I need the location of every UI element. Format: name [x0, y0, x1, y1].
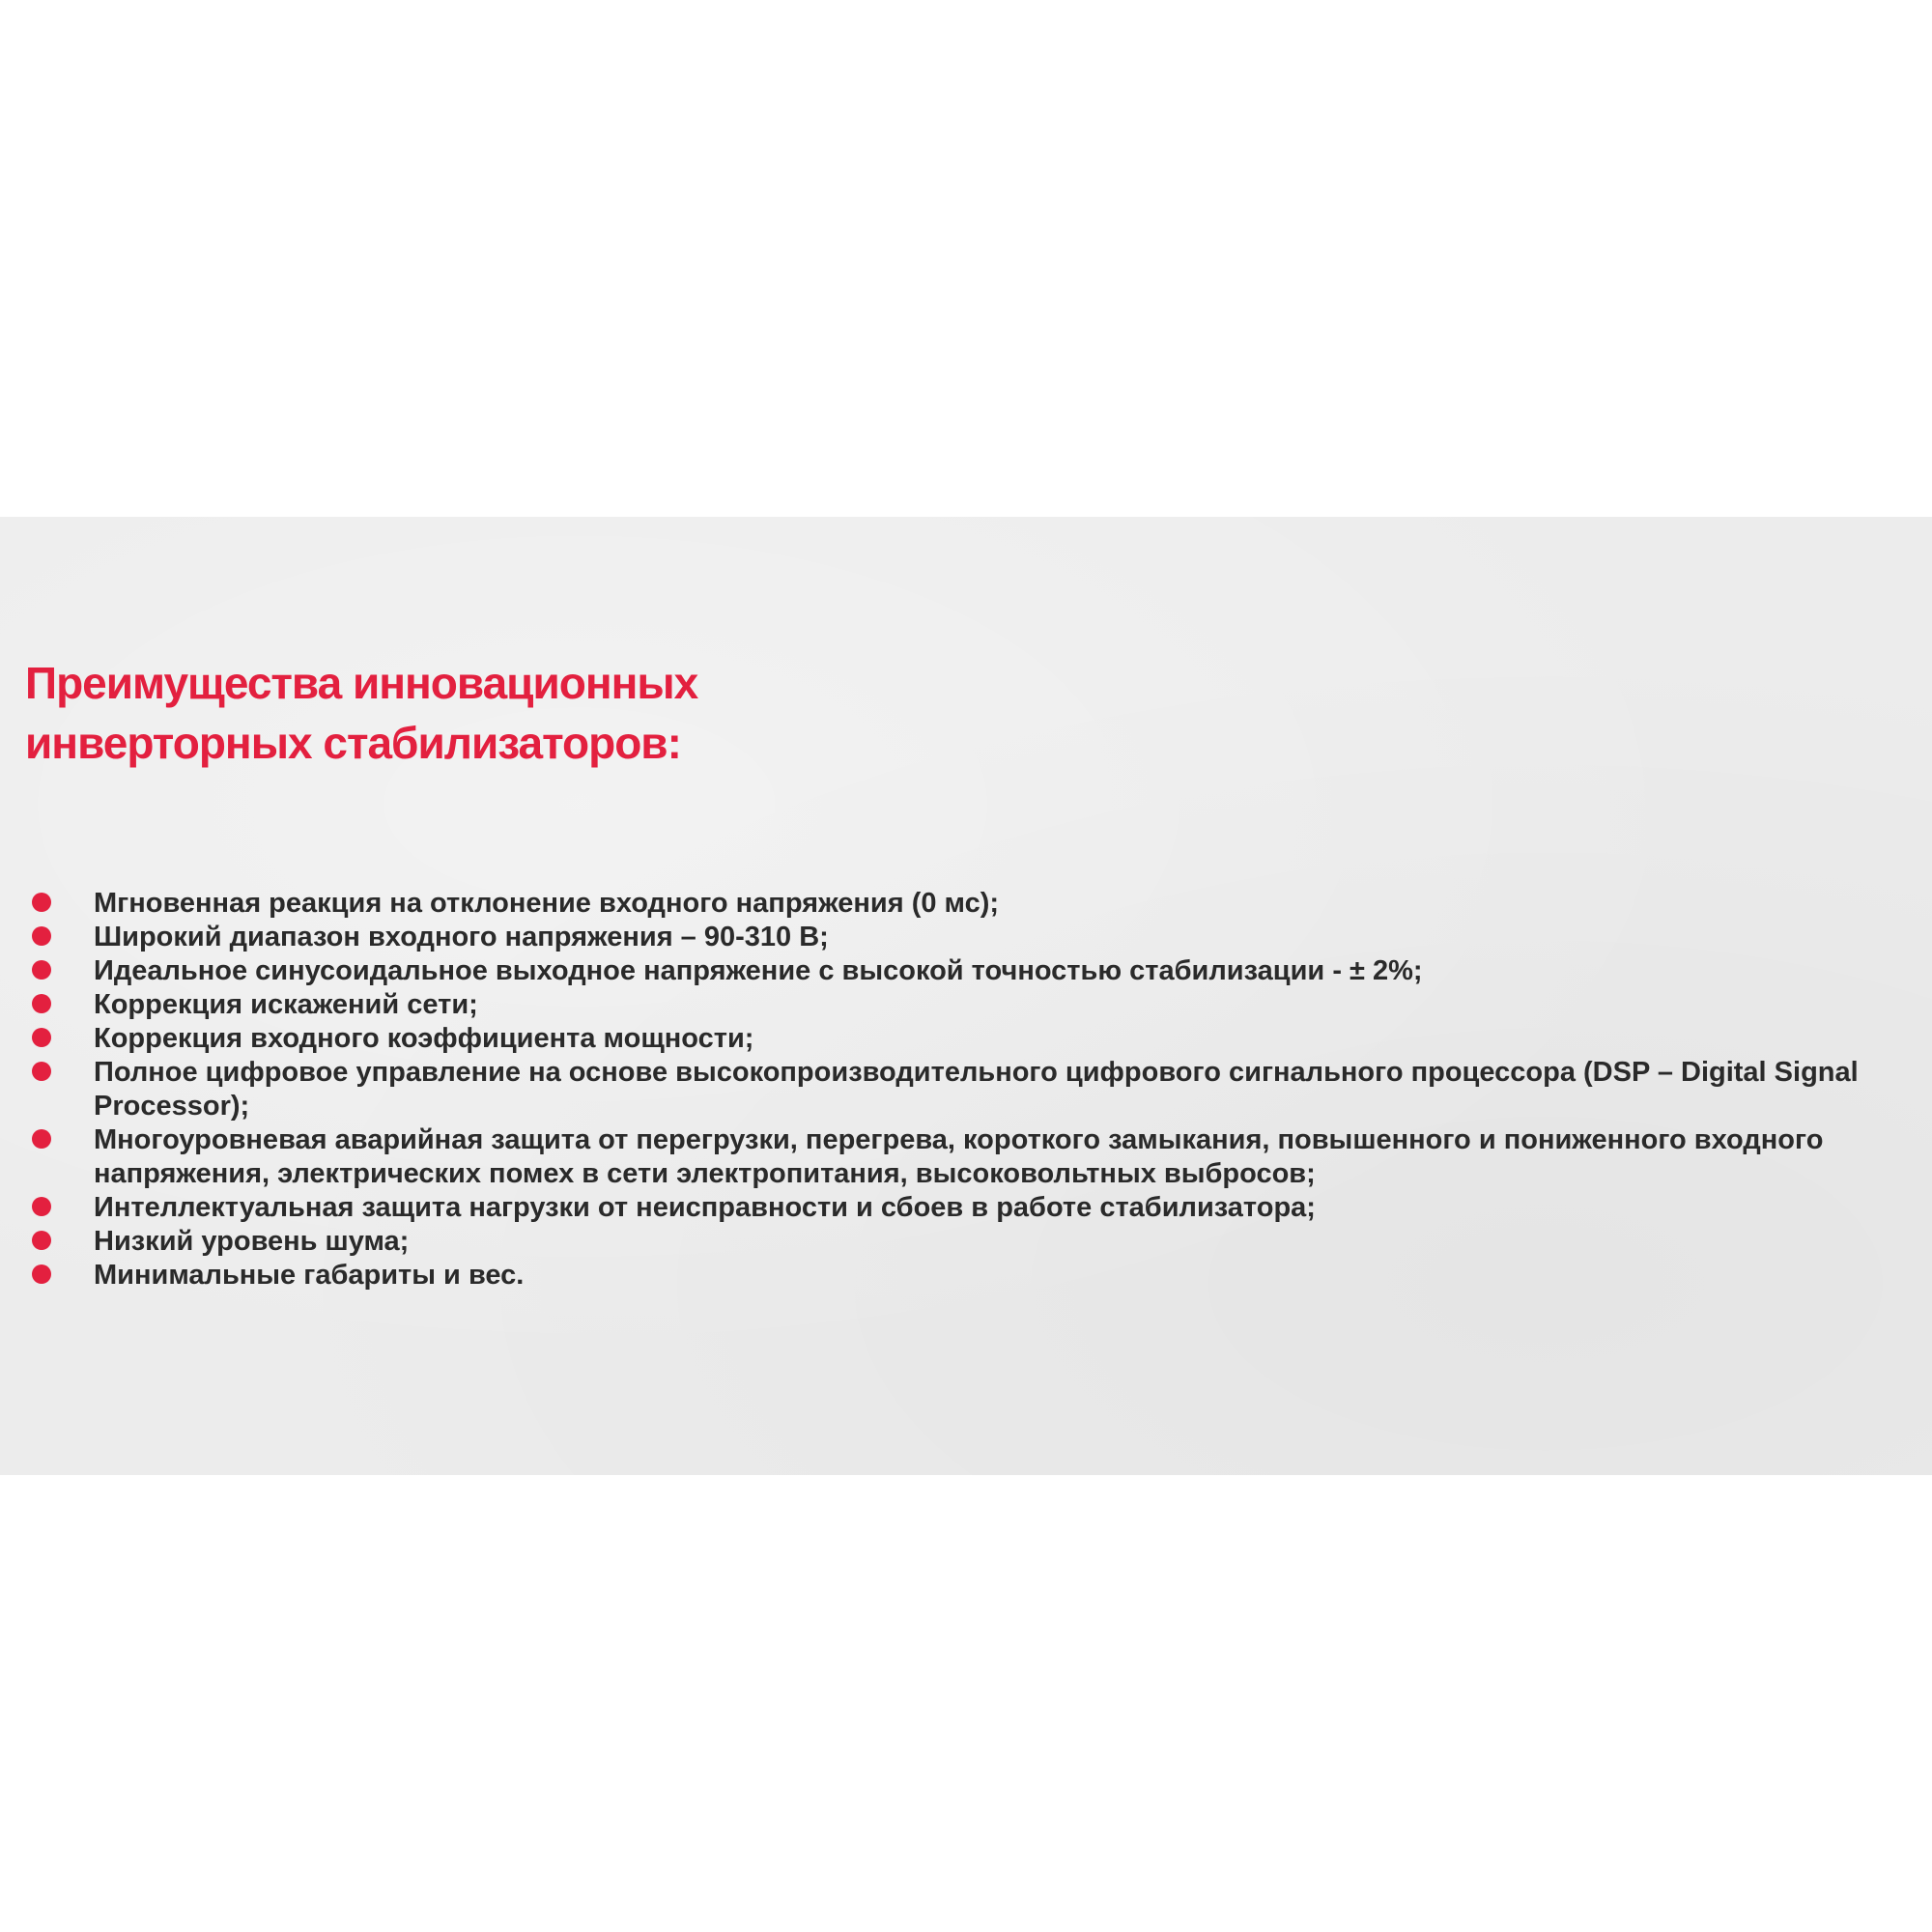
list-item	[0, 1123, 1932, 1191]
red-dot-bullet-icon	[32, 1264, 51, 1284]
list-item-text: Идеальное синусоидальное выходное напряжение с высокой точностью стабилизации - ± 2%;	[94, 955, 1423, 986]
red-dot-bullet-icon	[32, 1062, 51, 1081]
heading-line-2: инверторных стабилизаторов:	[25, 718, 681, 768]
list-item	[0, 887, 1932, 921]
red-dot-bullet-icon	[32, 926, 51, 946]
list-item	[0, 1259, 1932, 1293]
red-dot-bullet-icon	[32, 994, 51, 1013]
red-dot-bullet-icon	[32, 893, 51, 912]
list-item-text: Интеллектуальная защита нагрузки от неисправности и сбоев в работе стабилизатора;	[94, 1192, 1316, 1223]
list-item	[0, 988, 1932, 1022]
red-dot-bullet-icon	[32, 1028, 51, 1047]
list-item	[0, 954, 1932, 988]
list-item	[0, 1056, 1932, 1123]
list-item	[0, 1191, 1932, 1225]
advantages-heading	[25, 653, 697, 773]
list-item-text: Коррекция искажений сети;	[94, 989, 478, 1020]
list-item-text: Мгновенная реакция на отклонение входного напряжения (0 мс);	[94, 888, 1000, 919]
list-item	[0, 1225, 1932, 1259]
red-dot-bullet-icon	[32, 1129, 51, 1149]
advantages-list	[0, 887, 1932, 1293]
red-dot-bullet-icon	[32, 1231, 51, 1250]
list-item-text: Полное цифровое управление на основе высокопроизводительного цифрового сигнального процессора (DSP – Digital Signal Processor);	[94, 1057, 1859, 1122]
heading-line-1: Преимущества инновационных	[25, 658, 698, 708]
list-item-text: Коррекция входного коэффициента мощности;	[94, 1023, 754, 1054]
list-item-text: Минимальные габариты и вес.	[94, 1260, 525, 1291]
list-item	[0, 1022, 1932, 1056]
red-dot-bullet-icon	[32, 1197, 51, 1216]
list-item	[0, 921, 1932, 954]
red-dot-bullet-icon	[32, 960, 51, 980]
list-item-text: Многоуровневая аварийная защита от перегрузки, перегрева, короткого замыкания, повышенного и пониженного входного напряжения, электрических помех в сети электропитания, высоковольтных выбросов;	[94, 1124, 1824, 1189]
list-item-text: Низкий уровень шума;	[94, 1226, 410, 1257]
list-item-text: Широкий диапазон входного напряжения – 90-310 В;	[94, 922, 829, 952]
